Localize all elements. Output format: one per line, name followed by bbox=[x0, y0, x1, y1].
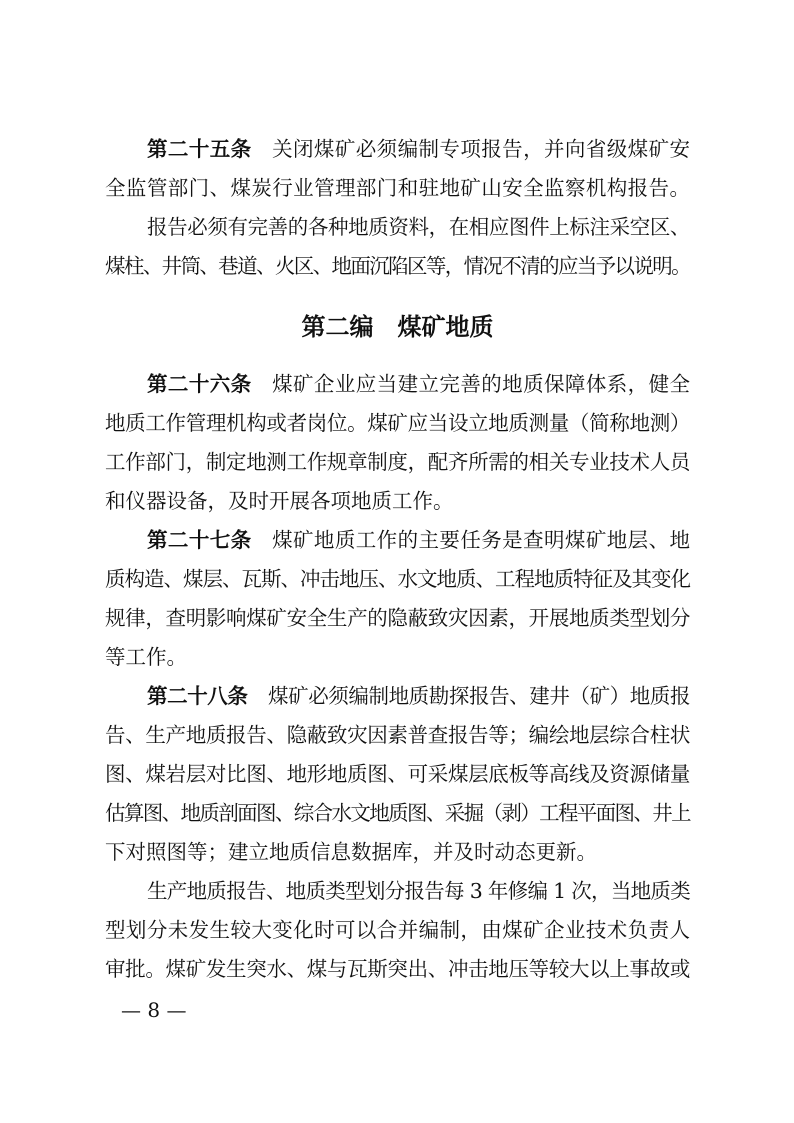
article-label: 第二十六条 bbox=[147, 372, 252, 396]
text-line bbox=[147, 677, 690, 716]
article-label: 第二十八条 bbox=[147, 684, 248, 708]
article-26 bbox=[105, 365, 690, 521]
text-line: 型划分未发生较大变化时可以合并编制，由煤矿企业技术负责人 bbox=[105, 918, 690, 942]
article-28 bbox=[105, 677, 690, 872]
line-text: 煤矿企业应当建立完善的地质保障体系，健全 bbox=[272, 372, 691, 396]
article-27 bbox=[105, 521, 690, 677]
part-number: 第二编 bbox=[301, 313, 374, 341]
article-label: 第二十五条 bbox=[147, 137, 252, 161]
text-line bbox=[147, 130, 690, 169]
text-line bbox=[147, 521, 690, 560]
text-line: 工作部门，制定地测工作规章制度，配齐所需的相关专业技术人员 bbox=[105, 450, 690, 474]
text-line: 全监管部门、煤炭行业管理部门和驻地矿山安全监察机构报告。 bbox=[105, 176, 690, 200]
text-line: 地质工作管理机构或者岗位。煤矿应当设立地质测量（简称地测） bbox=[105, 411, 690, 435]
part-heading bbox=[105, 308, 690, 347]
text-line: 质构造、煤层、瓦斯、冲击地压、水文地质、工程地质特征及其变化 bbox=[105, 567, 690, 591]
article-25 bbox=[105, 130, 690, 208]
line-text: 煤矿必须编制地质勘探报告、建井（矿）地质报 bbox=[268, 684, 691, 708]
text-line: 估算图、地质剖面图、综合水文地质图、采掘（剥）工程平面图、井上 bbox=[105, 801, 690, 825]
line-text: 关闭煤矿必须编制专项报告，并向省级煤矿安 bbox=[272, 137, 691, 161]
text-line: 下对照图等；建立地质信息数据库，并及时动态更新。 bbox=[105, 840, 597, 864]
text-line: 和仪器设备，及时开展各项地质工作。 bbox=[105, 489, 454, 513]
text-line: 规律，查明影响煤矿安全生产的隐蔽致灾因素，开展地质类型划分 bbox=[105, 606, 690, 630]
article-label: 第二十七条 bbox=[147, 528, 252, 552]
text-line: 审批。煤矿发生突水、煤与瓦斯突出、冲击地压等较大以上事故或 bbox=[105, 957, 690, 981]
text-line: 告、生产地质报告、隐蔽致灾因素普查报告等；编绘地层综合柱状 bbox=[105, 723, 690, 747]
article-28-paragraph-2 bbox=[105, 872, 690, 989]
page-number: — 8 — bbox=[121, 998, 187, 1022]
text-line: 生产地质报告、地质类型划分报告每 3 年修编 1 次，当地质类 bbox=[147, 879, 690, 903]
document-body bbox=[105, 130, 690, 989]
text-line: 报告必须有完善的各种地质资料，在相应图件上标注采空区、 bbox=[147, 215, 690, 239]
text-line: 煤柱、井筒、巷道、火区、地面沉陷区等，情况不清的应当予以说明。 bbox=[105, 254, 690, 278]
part-title: 煤矿地质 bbox=[397, 313, 494, 341]
line-text: 煤矿地质工作的主要任务是查明煤矿地层、地 bbox=[272, 528, 691, 552]
text-line: 图、煤岩层对比图、地形地质图、可采煤层底板等高线及资源储量 bbox=[105, 762, 690, 786]
text-line: 等工作。 bbox=[105, 645, 187, 669]
article-25-paragraph-2 bbox=[105, 208, 690, 286]
text-line bbox=[147, 365, 690, 404]
